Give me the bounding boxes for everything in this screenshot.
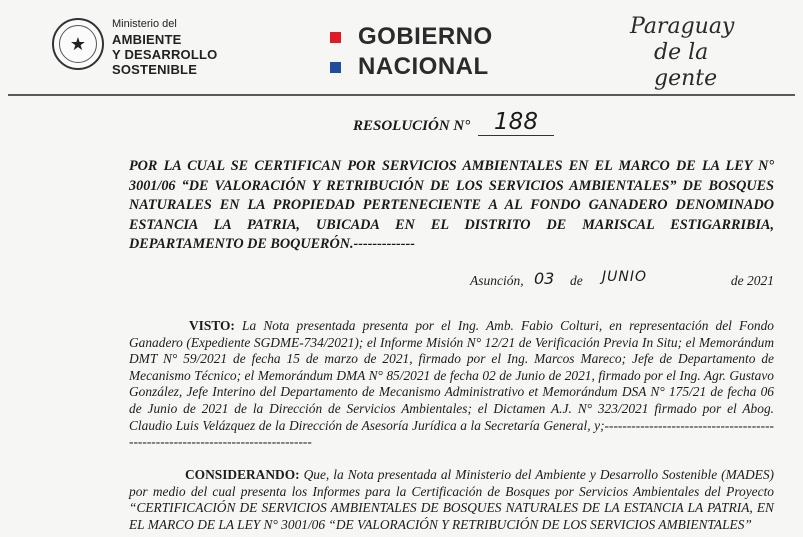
resolution-subject: POR LA CUAL SE CERTIFICAN POR SERVICIOS AMBIENTALES EN EL MARCO DE LA LEY N° 3001/06 “DE VALORACIÓN Y RETRIBUCIÓN DE LOS SERVICIOS AMBIENTALES” DE BOSQUES NATURALES EN LA PROPIEDAD PERTENECIENTE A AL FONDO GANADERO DENOMINADO ESTANCIA LA PATRIA, UBICADA EN EL DISTRITO DE MARISCAL ESTIGARRIBIA, DEPARTAMENTO DE BOQUERÓN.------------- [129, 158, 774, 252]
blue-square-icon [330, 62, 341, 73]
ministry-line-2: AMBIENTE [112, 32, 182, 47]
resolution-label: RESOLUCIÓN N° [353, 118, 471, 134]
red-square-icon [330, 32, 341, 43]
ministry-logo-text [112, 17, 217, 77]
paraguay-brand-logo [626, 14, 776, 92]
visto-label: VISTO: [189, 318, 235, 333]
considerando-paragraph [129, 467, 774, 533]
brand-line-1: Paraguay [630, 14, 735, 39]
resolution-number: 188 [478, 109, 554, 136]
gov-line-1: GOBIERNO [358, 23, 493, 50]
star-icon: ★ [69, 33, 87, 55]
date-year: de 2021 [730, 273, 774, 288]
header-divider [8, 94, 795, 96]
considerando-label: CONSIDERANDO: [185, 467, 300, 482]
date-de: de [570, 273, 583, 288]
government-logo [330, 22, 493, 82]
ministry-line-4: SOSTENIBLE [112, 62, 198, 77]
ministry-line-1: Ministerio del [112, 18, 177, 30]
date-day: 03 [534, 269, 555, 288]
date-city: Asunción, [470, 273, 524, 288]
visto-paragraph [129, 318, 774, 451]
gov-line-2: NACIONAL [358, 53, 489, 80]
considerando-text: Que, la Nota presentada al Ministerio del Ambiente y Desarrollo Sostenible (MADES) por medio del cual presenta los Informes para la Certificación de Bosques por Servicios Ambientales del Proyecto “CERTIFICACIÓN DE SERVICIOS AMBIENTALES DE BOSQUES NATURALES DE LA ESTANCIA LA PATRIA, EN EL MARCO DE LA LEY N° 3001/06 “DE VALORACIÓN Y RETRIBUCIÓN DE LOS SERVICIOS AMBIENTALES” [129, 467, 774, 532]
republic-seal-icon [52, 18, 104, 70]
brand-line-2: de la gente [654, 40, 718, 91]
ministry-line-3: Y DESARROLLO [112, 47, 218, 62]
date-month: JUNIO [602, 269, 647, 285]
visto-text: La Nota presentada presenta por el Ing. Amb. Fabio Colturi, en representación del Fondo Ganadero (Expediente SGDME-734/2021); el Informe Misión N° 12/21 de Verificación Previa In Situ; el Memorándum DMT N° 59/2021 de fecha 15 de marzo de 2021, firmado por el Ing. Marcos Mareco; Jefe de Departamento de Mecanismo Técnico; el Memorándum DMA N° 85/2021 de fecha 02 de Junio de 2021, firmado por el Ing. Agr. Gustavo González, Jefe Interino del Departamento de Mecanismo Administrativo et Memorándum DSA N° 175/21 de fecha 06 de Junio de 2021 de la Dirección de Servicios Ambientales; el Dictamen A.J. N° 323/2021 firmado por el Abog. Claudio Luis Velázquez de la Dirección de Asesoría Jurídica a la Secretaría General, y;------------------------------------------------------------------------------- [129, 318, 774, 450]
